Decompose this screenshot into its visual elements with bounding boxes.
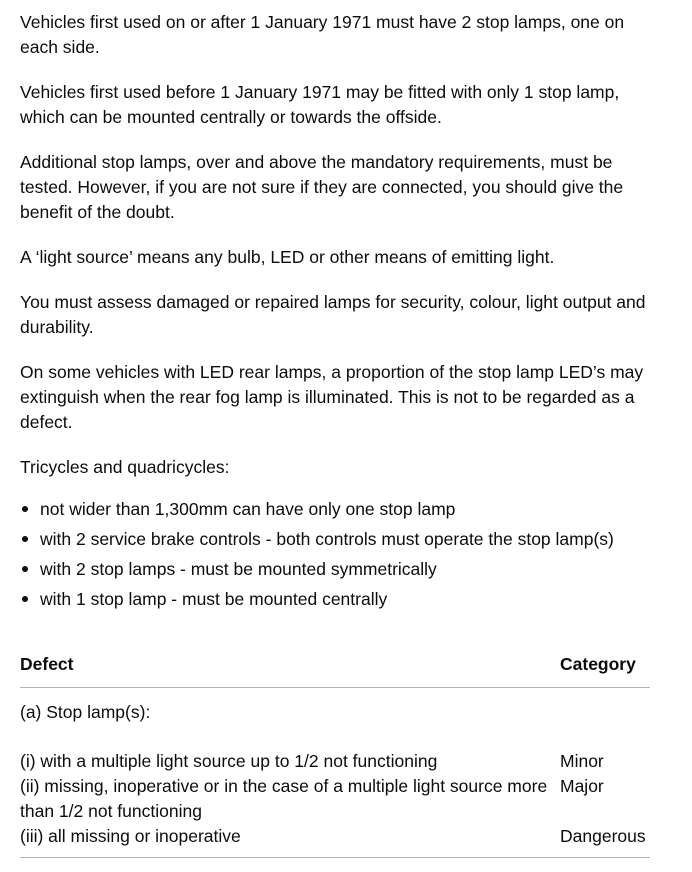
defects-table <box>20 646 650 858</box>
category-value: Minor <box>560 751 604 771</box>
category-cell <box>560 739 650 824</box>
tricycle-requirements-list <box>20 494 650 614</box>
list-item: with 1 stop lamp - must be mounted centrally <box>20 584 650 614</box>
paragraph-led-rear-lamps: On some vehicles with LED rear lamps, a proportion of the stop lamp LED’s may extinguish when the rear fog lamp is illuminated. This is not to be regarded as a defect. <box>20 362 644 432</box>
defect-column-header: Defect <box>20 646 560 688</box>
table-section-row <box>20 688 650 740</box>
defect-item: (iii) all missing or inoperative <box>20 826 241 846</box>
paragraph-damaged-lamps: You must assess damaged or repaired lamps for security, colour, light output and durability. <box>20 292 646 337</box>
paragraph-tricycles-intro: Tricycles and quadricycles: <box>20 457 230 477</box>
table-row <box>20 824 650 858</box>
table-header-row <box>20 646 650 688</box>
category-cell <box>560 824 650 858</box>
paragraph-pre-1971: Vehicles first used before 1 January 1971 may be fitted with only 1 stop lamp, which can be mounted centrally or towards the offside. <box>20 82 620 127</box>
list-item: with 2 stop lamps - must be mounted symmetrically <box>20 554 650 584</box>
paragraph-post-1971: Vehicles first used on or after 1 January 1971 must have 2 stop lamps, one on each side. <box>20 12 625 57</box>
defect-items-cell <box>20 739 560 824</box>
defect-item: (i) with a multiple light source up to 1/2 not functioning <box>20 751 438 771</box>
category-value: Major <box>560 776 604 796</box>
defect-item: (ii) missing, inoperative or in the case of a multiple light source more than 1/2 not functioning <box>20 776 548 821</box>
section-label: (a) Stop lamp(s): <box>20 702 151 722</box>
category-value: Dangerous <box>560 826 646 846</box>
list-item: with 2 service brake controls - both controls must operate the stop lamp(s) <box>20 524 650 554</box>
list-item: not wider than 1,300mm can have only one stop lamp <box>20 494 650 524</box>
paragraph-additional-lamps: Additional stop lamps, over and above the mandatory requirements, must be tested. However, if you are not sure if they are connected, you should give the benefit of the doubt. <box>20 152 624 222</box>
defect-items-cell <box>20 824 560 858</box>
page-content <box>20 10 650 858</box>
category-column-header: Category <box>560 646 650 688</box>
paragraph-light-source: A ‘light source’ means any bulb, LED or other means of emitting light. <box>20 247 555 267</box>
table-row <box>20 739 650 824</box>
